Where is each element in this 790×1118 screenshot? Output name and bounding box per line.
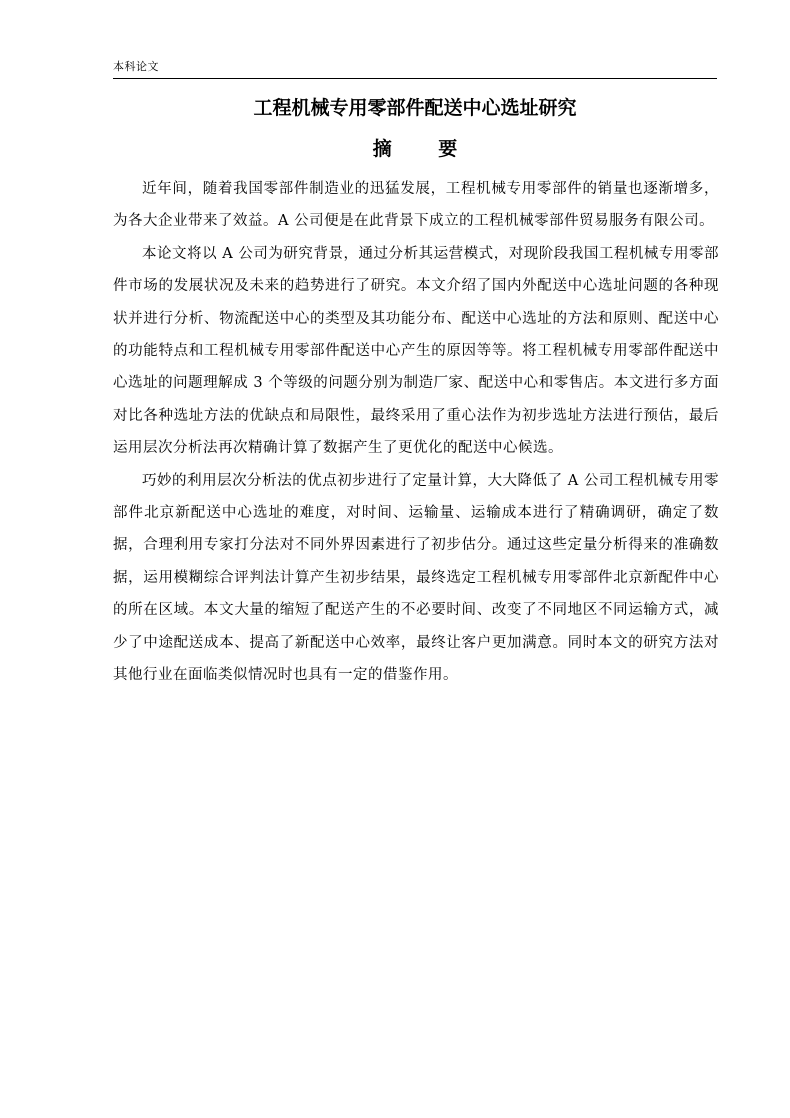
abstract-paragraph-2: 本论文将以 A 公司为研究背景，通过分析其运营模式，对现阶段我国工程机械专用零部件市场的发展状况及未来的趋势进行了研究。本文介绍了国内外配送中心选址问题的各种现状并进行分析、物流配送中心的类型及其功能分布、配送中心选址的方法和原则、配送中心的功能特点和工程机械专用零部件配送中心产生的原因等等。将工程机械专用零部件配送中心选址的问题理解成 3 个等级的问题分别为制造厂家、配送中心和零售店。本文进行多方面对比各种选址方法的优缺点和局限性，最终采用了重心法作为初步选址方法进行预估，最后运用层次分析法再次精确计算了数据产生了更优化的配送中心候选。 <box>113 245 719 457</box>
thesis-title: 工程机械专用零部件配送中心选址研究 <box>253 97 577 119</box>
abstract-heading: 摘 要 <box>372 138 478 160</box>
header-rule <box>113 78 717 79</box>
abstract-paragraph-1: 近年间，随着我国零部件制造业的迅猛发展，工程机械专用零部件的销量也逐渐增多，为各大企业带来了效益。A 公司便是在此背景下成立的工程机械零部件贸易服务有限公司。 <box>113 181 719 230</box>
abstract-paragraph-3: 巧妙的利用层次分析法的优点初步进行了定量计算，大大降低了 A 公司工程机械专用零部件北京新配送中心选址的难度，对时间、运输量、运输成本进行了精确调研，确定了数据，合理利用专家打分法对不同外界因素进行了初步估分。通过这些定量分析得来的准确数据，运用模糊综合评判法计算产生初步结果，最终选定工程机械专用零部件北京新配件中心的所在区域。本文大量的缩短了配送产生的不必要时间、改变了不同地区不同运输方式，减少了中途配送成本、提高了新配送中心效率，最终让客户更加满意。同时本文的研究方法对其他行业在面临类似情况时也具有一定的借鉴作用。 <box>113 472 719 684</box>
running-header: 本科论文 <box>113 60 159 73</box>
abstract-body <box>113 173 719 692</box>
